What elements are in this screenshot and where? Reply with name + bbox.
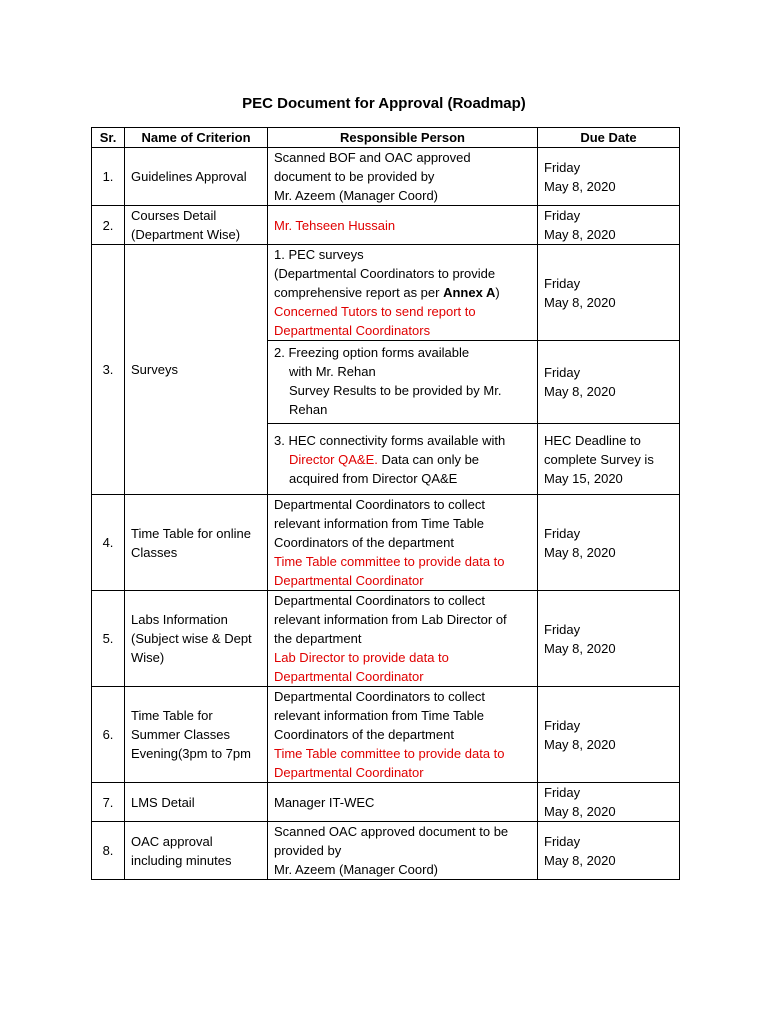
row-sr: 1. <box>92 148 125 206</box>
due-line: HEC Deadline to <box>544 432 641 448</box>
header-criterion: Name of Criterion <box>125 128 268 148</box>
row-sr: 7. <box>92 783 125 822</box>
row-person: Manager IT-WEC <box>268 783 538 822</box>
row-criterion <box>125 687 268 783</box>
person-note: Departmental Coordinator <box>274 573 424 588</box>
row-due <box>538 245 680 341</box>
person-line: 2. Freezing option forms available <box>274 345 470 360</box>
row-due <box>538 206 680 245</box>
person-line: Departmental Coordinators to collect <box>274 497 485 512</box>
person-note: Concerned Tutors to send report to <box>274 304 476 319</box>
person-line: Departmental Coordinators to collect <box>274 689 485 704</box>
row-due <box>538 783 680 822</box>
person-line: document to be provided by <box>274 169 435 184</box>
row-criterion: Surveys <box>125 245 268 495</box>
criterion-line: Summer Classes <box>131 727 230 742</box>
survey-item-freezing <box>268 341 538 424</box>
due-line: complete Survey is <box>544 451 654 467</box>
criterion-line: Evening(3pm to 7pm <box>131 746 251 761</box>
due-day: Friday <box>544 833 581 849</box>
annex-ref: Annex A <box>443 285 496 300</box>
survey-item-pec <box>268 245 538 341</box>
person-line: Mr. Azeem (Manager Coord) <box>274 188 439 203</box>
row-due <box>538 424 680 495</box>
due-date: May 8, 2020 <box>544 544 616 560</box>
criterion-line: Time Table for online <box>131 525 251 541</box>
person-line: acquired from Director QA&E <box>289 470 458 486</box>
due-day: Friday <box>544 621 581 637</box>
table-row <box>92 591 680 687</box>
table-row <box>92 822 680 880</box>
criterion-line: Courses Detail <box>131 208 217 223</box>
person-line: Director QA&E. Data can only be <box>289 451 480 467</box>
person-line: relevant information from Lab Director of <box>274 612 507 627</box>
table-row <box>92 783 680 822</box>
due-date: May 8, 2020 <box>544 227 616 242</box>
person-note: Departmental Coordinator <box>274 669 424 684</box>
row-person <box>268 822 538 880</box>
row-sr: 6. <box>92 687 125 783</box>
person-line: Mr. Azeem (Manager Coord) <box>274 862 439 877</box>
person-line: comprehensive report as per Annex A) <box>274 285 500 300</box>
criterion-line: including minutes <box>131 852 232 868</box>
row-person <box>268 148 538 206</box>
person-note: Departmental Coordinator <box>274 765 424 780</box>
row-sr: 8. <box>92 822 125 880</box>
person-line: Scanned OAC approved document to be <box>274 824 509 839</box>
header-sr: Sr. <box>92 128 125 148</box>
row-person <box>268 495 538 591</box>
row-criterion: Guidelines Approval <box>125 148 268 206</box>
table-row <box>92 206 680 245</box>
survey-item-hec <box>268 424 538 495</box>
person-line: 3. HEC connectivity forms available with <box>274 432 506 448</box>
person-line: (Departmental Coordinators to provide <box>274 266 496 281</box>
criterion-line: (Department Wise) <box>131 227 241 242</box>
row-criterion <box>125 206 268 245</box>
table-row <box>92 687 680 783</box>
due-day: Friday <box>544 525 581 541</box>
person-line: the department <box>274 631 362 646</box>
row-person: Mr. Tehseen Hussain <box>268 206 538 245</box>
due-day: Friday <box>544 365 581 380</box>
due-date: May 8, 2020 <box>544 736 616 752</box>
due-date: May 15, 2020 <box>544 470 623 486</box>
row-due <box>538 687 680 783</box>
criterion-line: Labs Information <box>131 612 228 627</box>
header-person: Responsible Person <box>268 128 538 148</box>
row-due <box>538 495 680 591</box>
row-person <box>268 591 538 687</box>
due-day: Friday <box>544 275 581 291</box>
person-line: Coordinators of the department <box>274 727 454 742</box>
criterion-line: Classes <box>131 544 178 560</box>
person-line: Survey Results to be provided by Mr. <box>289 383 502 398</box>
row-due <box>538 591 680 687</box>
person-line: Rehan <box>289 402 328 417</box>
criterion-line: OAC approval <box>131 833 213 849</box>
row-sr: 5. <box>92 591 125 687</box>
row-criterion <box>125 591 268 687</box>
criterion-line: Wise) <box>131 650 165 665</box>
due-date: May 8, 2020 <box>544 804 616 819</box>
person-line: Coordinators of the department <box>274 535 454 550</box>
person-note: Time Table committee to provide data to <box>274 746 505 761</box>
due-date: May 8, 2020 <box>544 640 616 656</box>
criterion-line: Time Table for <box>131 708 213 723</box>
row-sr: 4. <box>92 495 125 591</box>
table-row <box>92 495 680 591</box>
person-line: 1. PEC surveys <box>274 247 364 262</box>
person-note: Departmental Coordinators <box>274 323 431 338</box>
due-date: May 8, 2020 <box>544 178 616 194</box>
row-person <box>268 687 538 783</box>
due-day: Friday <box>544 717 581 733</box>
row-sr: 2. <box>92 206 125 245</box>
person-line: Scanned BOF and OAC approved <box>274 150 471 165</box>
due-date: May 8, 2020 <box>544 294 616 310</box>
due-date: May 8, 2020 <box>544 852 616 868</box>
due-date: May 8, 2020 <box>544 384 616 399</box>
person-line: relevant information from Time Table <box>274 516 485 531</box>
row-due <box>538 148 680 206</box>
row-due <box>538 822 680 880</box>
person-line: relevant information from Time Table <box>274 708 485 723</box>
person-line: with Mr. Rehan <box>289 364 376 379</box>
criterion-line: (Subject wise & Dept <box>131 631 252 646</box>
row-due <box>538 341 680 424</box>
row-criterion: LMS Detail <box>125 783 268 822</box>
table-row <box>92 245 680 341</box>
roadmap-table <box>91 127 680 880</box>
table-row <box>92 148 680 206</box>
row-sr: 3. <box>92 245 125 495</box>
row-criterion <box>125 822 268 880</box>
due-day: Friday <box>544 785 581 800</box>
due-day: Friday <box>544 159 581 175</box>
page-title: PEC Document for Approval (Roadmap) <box>242 95 526 112</box>
table-header-row <box>92 128 680 148</box>
row-criterion <box>125 495 268 591</box>
person-note: Time Table committee to provide data to <box>274 554 505 569</box>
person-note: Lab Director to provide data to <box>274 650 449 665</box>
header-due: Due Date <box>538 128 680 148</box>
person-line: Departmental Coordinators to collect <box>274 593 485 608</box>
due-day: Friday <box>544 208 581 223</box>
director-ref: Director QA&E. <box>289 451 378 467</box>
person-line: provided by <box>274 843 342 858</box>
